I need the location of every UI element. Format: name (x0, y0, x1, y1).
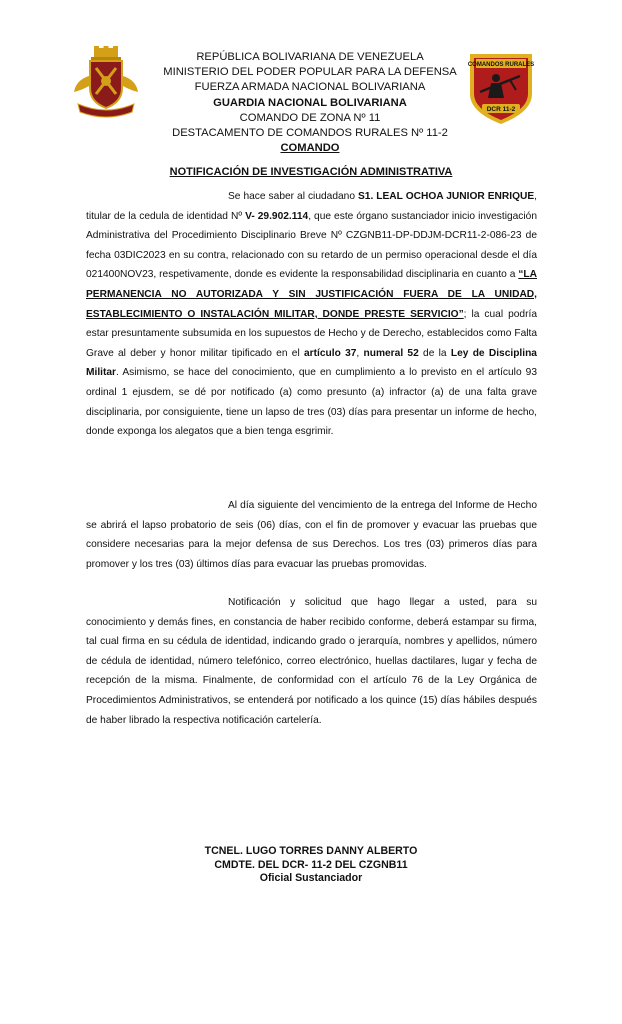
shield-top-text: COMANDOS RURALES (467, 62, 535, 68)
paragraph-evidence-period (86, 496, 537, 574)
signature-block (0, 845, 622, 886)
article-ref: artículo 37 (304, 347, 357, 359)
header-country: REPÚBLICA BOLIVARIANA DE VENEZUELA (196, 51, 424, 63)
header-armed-forces: FUERZA ARMADA NACIONAL BOLIVARIANA (194, 81, 426, 94)
header-guard: GUARDIA NACIONAL BOLIVARIANA (213, 96, 407, 109)
paragraph-acknowledgement (86, 593, 537, 730)
guardia-nacional-crest-icon (72, 46, 140, 118)
header-zone: COMANDO DE ZONA Nº 11 (239, 111, 381, 124)
law-ref: Ley de Disciplina Militar (86, 347, 537, 379)
document-title: NOTIFICACIÓN DE INVESTIGACIÓN ADMINISTRATIVA (169, 166, 453, 178)
text-segment: , (356, 347, 364, 359)
numeral-ref: numeral 52 (363, 347, 419, 359)
signatory-name: TCNEL. LUGO TORRES DANNY ALBERTO (204, 845, 418, 857)
text-segment: Al día siguiente del vencimiento de la entrega del Informe de Hecho se abrirá el lapso probatorio de seis (06) días, con el fin de promover y evacuar las pruebas que considere necesarias para la mejor defensa de sus Derechos. Los tres (03) primeros días para promover y los tres (03) últimos días para evacuar las pruebas promovidas. (86, 500, 537, 570)
text-segment: Notificación y solicitud que hago llegar a usted, para su conocimiento y demás fines, en constancia de haber recibido conforme, deberá estampar su firma, tal cual firma en su cédula de identidad, indicando grado o jerarquía, nombres y apellidos, número de cédula de identidad, número telefónico, correo electrónico, huellas dactilares, lugar y fecha de recepción de la misma. Finalmente, de conformidad con el artículo 76 de la Ley Orgánica de Procedimientos Administrativos, se entenderá por notificado a los quince (15) días hábiles después de haber librado la respectiva notificación cartelería. (86, 597, 537, 726)
text-segment: Se hace saber al ciudadano (228, 191, 358, 202)
citizen-id: V- 29.902.114 (245, 210, 309, 222)
citizen-name: S1. LEAL OCHOA JUNIOR ENRIQUE (358, 191, 535, 202)
charge-text: “LA PERMANENCIA NO AUTORIZADA Y SIN JUSTIFICACIÓN FUERA DE LA UNIDAD, ESTABLECIMIENTO O INSTALACIÓN MILITAR, DONDE PRESTE SERVICIO” (86, 269, 537, 320)
header-detachment: DESTACAMENTO DE COMANDOS RURALES Nº 11-2 (172, 127, 448, 140)
signatory-position: CMDTE. DEL DCR- 11-2 DEL CZGNB11 (214, 858, 408, 871)
comandos-rurales-shield-icon (466, 50, 536, 126)
text-segment: de la (418, 347, 451, 359)
header-ministry: MINISTERIO DEL PODER POPULAR PARA LA DEFENSA (163, 66, 457, 79)
text-segment: , titular de la cedula de identidad Nº (86, 191, 537, 222)
text-segment: , que este órgano sustanciador inicio investigación Administrativa del Procedimiento Disciplinario Breve Nº CZGNB11-DP-DDJM-DCR11-2-086-23 de fecha 03DIC2023 en su contra, relacionado con su retardo de un permiso operacional desde el día 021400NOV23, respetivamente, donde es evidente la responsabilidad disciplinaria en cuanto a (86, 210, 537, 281)
shield-bottom-text: DCR 11-2 (486, 106, 516, 113)
paragraph-notification (86, 187, 537, 442)
signatory-role: Oficial Sustanciador (259, 872, 363, 884)
header-command: COMANDO (280, 142, 340, 155)
text-segment: ; la cual podría estar presuntamente subsumida en los supuestos de Hecho y de Derecho, establecidos como Falta Grave al deber y honor militar tipificado en el (86, 308, 537, 359)
letterhead (140, 50, 480, 156)
text-segment: . Asimismo, se hace del conocimiento, que en cumplimiento a lo previsto en el artículo 93 ordinal 1 ejusdem, se dé por notificado (a) como presunto (a) infractor (a) de una falta grave disciplinaria, por consiguiente, tiene un lapso de tres (03) días para presentar un informe de hecho, donde exponga los alegatos que a bien tenga esgrimir. (86, 367, 537, 438)
